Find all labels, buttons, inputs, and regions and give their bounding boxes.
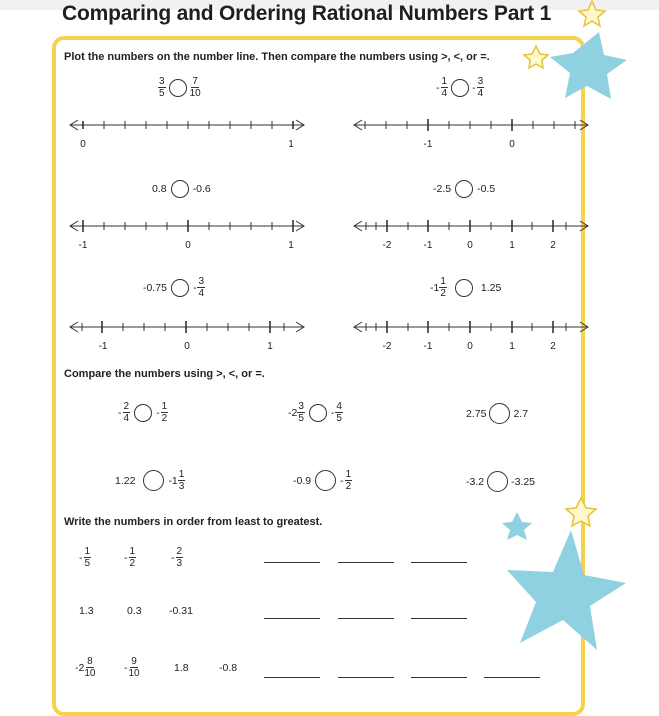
right-fraction: $\frac{7}{10}$ bbox=[189, 76, 201, 99]
order-row-2-value: -0.31 bbox=[169, 605, 193, 617]
number-line-2[interactable] bbox=[352, 117, 592, 133]
tick-label: 2 bbox=[550, 341, 556, 352]
comparison-circle[interactable] bbox=[455, 279, 473, 297]
tick-label: 0 bbox=[80, 139, 86, 150]
tick-label: 2 bbox=[550, 240, 556, 251]
section2-instruction: Compare the numbers using >, <, or =. bbox=[64, 368, 265, 380]
left-fraction: $\frac{3}{5}$ bbox=[159, 76, 165, 99]
tick-label: 0 bbox=[509, 139, 515, 150]
compare-pair-8: -2 $\frac{3}{5}$ - $\frac{4}{5}$ bbox=[288, 401, 342, 424]
answer-blank[interactable] bbox=[411, 677, 467, 678]
number-line-1[interactable] bbox=[68, 117, 308, 133]
order-row-3-value: 1.8 bbox=[174, 662, 189, 674]
compare-pair-10: 1.22 -1 $\frac{1}{3}$ bbox=[115, 469, 185, 492]
tick-label: -1 bbox=[423, 139, 433, 150]
comparison-circle[interactable] bbox=[315, 470, 336, 491]
order-row-1-value: - $\frac{1}{2}$ bbox=[124, 546, 136, 569]
answer-blank[interactable] bbox=[338, 677, 394, 678]
number-line-5[interactable] bbox=[68, 319, 308, 335]
tick-label: 1 bbox=[509, 240, 515, 251]
left-mixed-fraction: $\frac{1}{2}$ bbox=[440, 276, 446, 299]
tick-label: 1 bbox=[288, 240, 294, 251]
compare-pair-2: - $\frac{1}{4}$ - $\frac{3}{4}$ bbox=[436, 76, 484, 99]
comparison-circle[interactable] bbox=[489, 403, 510, 424]
yellow-star-small-top-icon bbox=[524, 46, 548, 68]
tick-label: -1 bbox=[423, 240, 433, 251]
tick-label: 1 bbox=[267, 341, 273, 352]
left-fraction: $\frac{1}{4}$ bbox=[441, 76, 448, 99]
answer-blank[interactable] bbox=[264, 562, 320, 563]
comparison-circle[interactable] bbox=[134, 404, 152, 422]
answer-blank[interactable] bbox=[411, 618, 467, 619]
compare-pair-9: 2.75 2.7 bbox=[466, 403, 528, 424]
section1-instruction: Plot the numbers on the number line. Then compare the numbers using >, <, or =. bbox=[64, 51, 490, 63]
yellow-star-outline-bottom-icon bbox=[566, 498, 596, 526]
section3-instruction: Write the numbers in order from least to greatest. bbox=[64, 516, 323, 528]
order-row-3-value: -0.8 bbox=[219, 662, 238, 674]
compare-pair-7: - $\frac{2}{4}$ - $\frac{1}{2}$ bbox=[118, 401, 168, 424]
compare-pair-6: -1 $\frac{1}{2}$ 1.25 bbox=[430, 276, 502, 299]
order-row-3-value: -2 $\frac{8}{10}$ bbox=[75, 656, 96, 679]
number-line-6[interactable] bbox=[352, 319, 592, 335]
answer-blank[interactable] bbox=[338, 562, 394, 563]
compare-pair-1 bbox=[158, 76, 201, 99]
tick-label: -2 bbox=[382, 341, 392, 352]
number-line-3[interactable] bbox=[68, 218, 308, 234]
yellow-star-outline-title-icon bbox=[579, 1, 605, 26]
comparison-circle[interactable] bbox=[171, 180, 189, 198]
compare-pair-5: -0.75 - $\frac{3}{4}$ bbox=[143, 276, 204, 299]
tick-label: 1 bbox=[288, 139, 294, 150]
answer-blank[interactable] bbox=[338, 618, 394, 619]
tick-label: -1 bbox=[423, 341, 433, 352]
big-blue-star-bottom-icon bbox=[507, 530, 626, 650]
comparison-circle[interactable] bbox=[487, 471, 508, 492]
order-row-1-value: - $\frac{2}{3}$ bbox=[171, 546, 183, 569]
answer-blank[interactable] bbox=[411, 562, 467, 563]
small-blue-star-icon bbox=[502, 512, 532, 540]
comparison-circle[interactable] bbox=[143, 470, 164, 491]
compare-pair-3: 0.8 -0.6 bbox=[152, 180, 211, 198]
big-blue-star-top-icon bbox=[550, 32, 627, 99]
tick-label: -2 bbox=[382, 240, 392, 251]
comparison-circle[interactable] bbox=[451, 79, 469, 97]
tick-label: 0 bbox=[467, 341, 473, 352]
comparison-circle[interactable] bbox=[169, 79, 187, 97]
compare-pair-4: -2.5 -0.5 bbox=[433, 180, 495, 198]
order-row-2-value: 0.3 bbox=[127, 605, 142, 617]
right-fraction: $\frac{3}{4}$ bbox=[477, 76, 484, 99]
comparison-circle[interactable] bbox=[309, 404, 327, 422]
compare-pair-11: -0.9 - $\frac{1}{2}$ bbox=[293, 469, 352, 492]
order-row-1-value: - $\frac{1}{5}$ bbox=[79, 546, 91, 569]
compare-pair-12: -3.2 -3.25 bbox=[466, 471, 535, 492]
answer-blank[interactable] bbox=[484, 677, 540, 678]
comparison-circle[interactable] bbox=[171, 279, 189, 297]
order-row-3-value: - $\frac{9}{10}$ bbox=[124, 656, 140, 679]
tick-label: 0 bbox=[185, 240, 191, 251]
worksheet-title: Comparing and Ordering Rational Numbers Part 1 bbox=[62, 2, 552, 25]
right-fraction: $\frac{3}{4}$ bbox=[198, 276, 204, 299]
tick-label: -1 bbox=[98, 341, 108, 352]
answer-blank[interactable] bbox=[264, 677, 320, 678]
comparison-circle[interactable] bbox=[455, 180, 473, 198]
answer-blank[interactable] bbox=[264, 618, 320, 619]
number-line-4[interactable] bbox=[352, 218, 592, 234]
tick-label: -1 bbox=[78, 240, 88, 251]
order-row-2-value: 1.3 bbox=[79, 605, 94, 617]
tick-label: 0 bbox=[467, 240, 473, 251]
tick-label: 1 bbox=[509, 341, 515, 352]
tick-label: 0 bbox=[184, 341, 190, 352]
